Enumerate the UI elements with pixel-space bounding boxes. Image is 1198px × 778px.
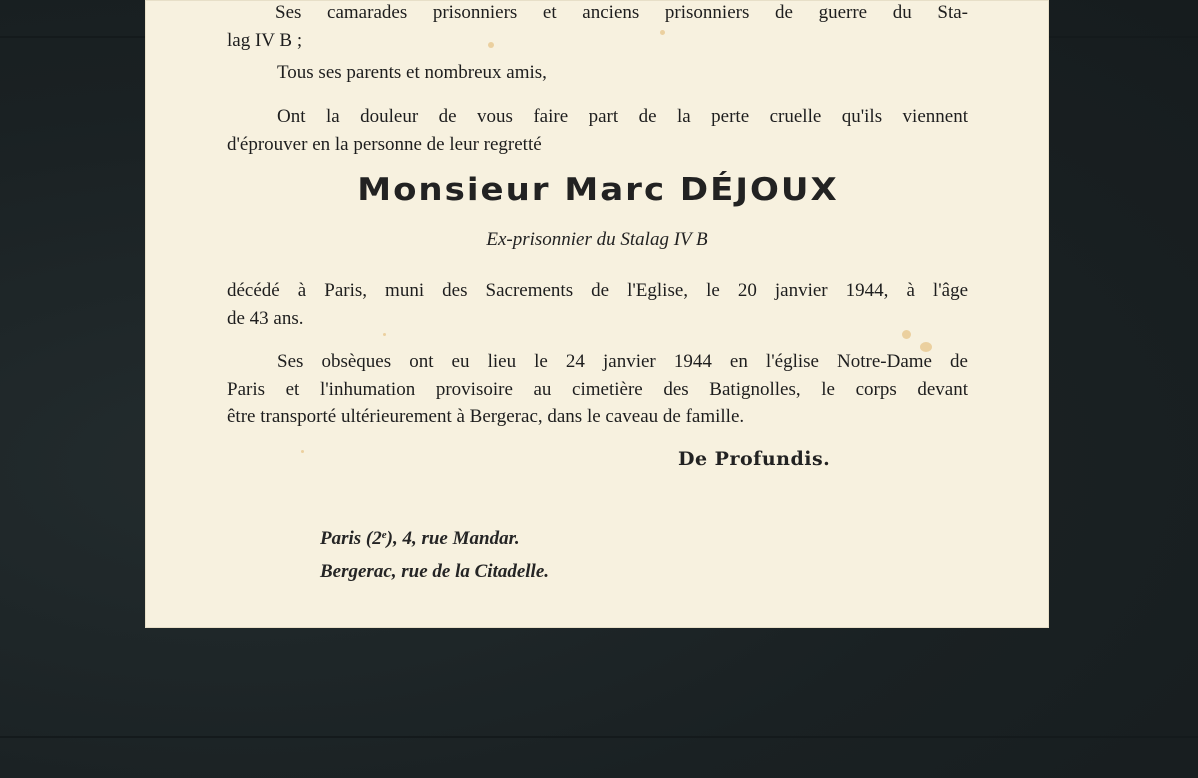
paper-stain xyxy=(301,450,304,453)
paper-stain xyxy=(383,333,386,336)
paper-stain xyxy=(488,42,494,48)
paper-stain xyxy=(902,330,911,339)
text-line-deces: décédé à Paris, muni des Sacrements de l'Eglise, le 20 janvier 1944, à l'âge xyxy=(227,280,968,301)
address-bergerac: Bergerac, rue de la Citadelle. xyxy=(320,561,550,582)
text-line-eprouver: d'éprouver en la personne de leur regretté xyxy=(227,134,542,155)
fold-line-bottom xyxy=(0,736,1198,738)
text-line-stalag: lag IV B ; xyxy=(227,30,303,51)
address-paris-suffix: ), 4, rue Mandar. xyxy=(386,528,520,549)
address-paris-prefix: Paris (2 xyxy=(320,528,382,549)
address-paris-sup: e xyxy=(381,529,387,541)
paper-stain xyxy=(660,30,665,35)
text-line-obseques: Ses obsèques ont eu lieu le 24 janvier 1944 en l'église Notre-Dame de xyxy=(277,351,968,372)
deceased-title: Ex-prisonnier du Stalag IV B xyxy=(486,229,708,250)
text-line-parents: Tous ses parents et nombreux amis, xyxy=(277,62,547,83)
death-notice-sheet xyxy=(145,0,1049,628)
de-profundis: De Profundis. xyxy=(678,448,831,470)
deceased-name: Monsieur Marc DÉJOUX xyxy=(357,171,839,209)
text-line-transport: être transporté ultérieurement à Bergerac, dans le caveau de famille. xyxy=(227,406,745,427)
address-paris xyxy=(320,528,520,550)
text-line-age: de 43 ans. xyxy=(227,308,304,329)
text-line-douleur: Ont la douleur de vous faire part de la perte cruelle qu'ils viennent xyxy=(277,106,968,127)
text-line-camarades: Ses camarades prisonniers et anciens prisonniers de guerre du Sta- xyxy=(275,2,968,23)
text-line-inhumation: Paris et l'inhumation provisoire au cimetière des Batignolles, le corps devant xyxy=(227,379,968,400)
